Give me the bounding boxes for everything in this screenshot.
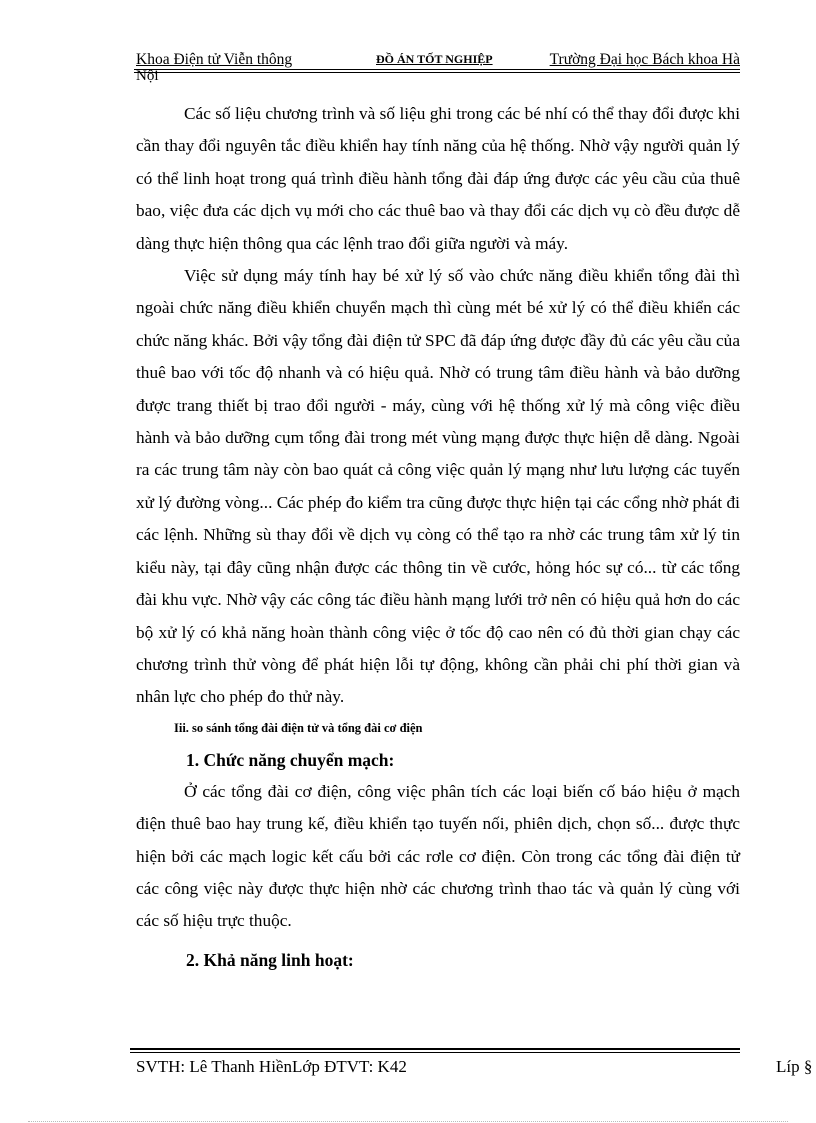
- page-bottom-dotted-line: [28, 1121, 788, 1122]
- subheading-flexibility: 2. Khả năng linh hoạt:: [186, 949, 354, 970]
- paragraph-2: Việc sử dụng máy tính hay bé xử lý số vào chức năng điều khiển tổng đài thì ngoài chức năng điều khiển chuyển mạch thì cùng mét bé xử lý có thể điều khiển các chức năng khác. Bởi vậy tổng đài điện tử SPC đã đáp ứng được đầy đủ các yêu cầu của thuê bao với tốc độ nhanh và có hiệu quả. Nhờ có trung tâm điều hành và bảo dưỡng được trang thiết bị trao đổi người - máy, cùng với hệ thống xử lý mà công việc điều hành và bảo dưỡng cụm tổng đài trong mét vùng mạng được thực hiện dễ dàng. Ngoài ra các trung tâm này còn bao quát cả công việc quản lý mạng như lưu lượng các tuyến xử lý đường vòng... Các phép đo kiểm tra cũng được thực hiện tại các cổng nhờ phát đi các lệnh. Những sù thay đổi về dịch vụ còng có thể tạo ra nhờ các trung tâm xử lý tin kiểu này, tại đây cũng nhận được các thông tin về cước, hỏng hóc sự có... từ các tổng đài khu vực. Nhờ vậy các công tác điều hành mạng lưới trở nên có hiệu quả hơn do các bộ xử lý có khả năng hoàn thành công việc ở tốc độ cao nên có đủ thời gian chạy các chương trình thử vòng để phát hiện lỗi tự động, không cần phải chi phí thời gian và nhân lực cho phép đo thử này.: [136, 266, 740, 707]
- footer-rule-thin: [130, 1052, 740, 1053]
- header-university: Trường Đại học Bách khoa Hà: [549, 51, 740, 68]
- document-body: [136, 98, 740, 976]
- footer-class: Líp §: [776, 1057, 813, 1076]
- paragraph-1: Các số liệu chương trình và số liệu ghi trong các bé nhí có thể thay đổi được khi cần thay đổi nguyên tắc điều khiển hay tính năng của hệ thống. Nhờ vậy người quản lý có thể linh hoạt trong quá trình điều hành tổng đài đáp ứng được các yêu cầu của thuê bao, việc đưa các dịch vụ mới cho các thuê bao và thay đổi các dịch vụ cò đều được dễ dàng thực hiện thông qua các lệnh trao đổi giữa người và máy.: [136, 104, 740, 253]
- page-header: [134, 49, 740, 89]
- subheading-switching: 1. Chức năng chuyển mạch:: [186, 749, 395, 770]
- header-rule-double: [134, 72, 740, 73]
- paragraph-3: Ở các tổng đài cơ điện, công việc phân tích các loại biến cố báo hiệu ở mạch điện thuê bao hay trung kế, điều khiển tạo tuyến nối, phiên dịch, chọn số... được thực hiện bởi các mạch logic kết cấu bởi các rơle cơ điện. Còn trong các tổng đài điện tử các công việc này được thực hiện nhờ các chương trình thao tác và quản lý cùng với các số hiệu trực thuộc.: [136, 781, 740, 931]
- header-rule: [134, 69, 740, 70]
- section-heading: Iii. so sánh tổng đài điện tử và tổng đài cơ điện: [174, 720, 423, 735]
- header-faculty: Khoa Điện tử Viễn thông: [136, 51, 293, 68]
- header-continuation: Nội: [136, 68, 159, 84]
- footer-rule: [130, 1048, 740, 1050]
- header-title: ĐỒ ÁN TỐT NGHIỆP: [376, 52, 493, 66]
- footer-student: SVTH: Lê Thanh HiềnLớp ĐTVT: K42: [136, 1057, 407, 1076]
